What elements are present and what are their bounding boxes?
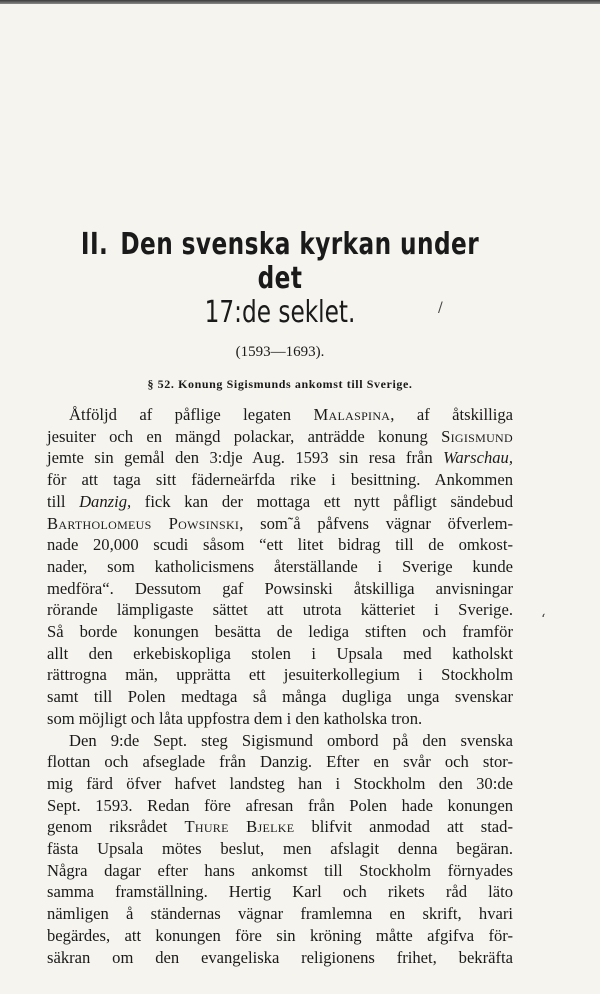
stray-pen-mark: /: [438, 300, 443, 316]
place-italic: Danzig,: [79, 491, 132, 511]
text-run: säkran om den evangeliska religionens frihet, bekräfta: [47, 947, 513, 967]
text-run: Så borde konungen besätta de lediga stiften och framför: [47, 622, 513, 642]
text-line: [47, 599, 513, 621]
text-line: [47, 947, 513, 969]
text-line: [47, 838, 513, 860]
text-line: [47, 578, 513, 600]
chapter-years: (1593—1693).: [235, 344, 325, 360]
chapter-number: II.: [80, 227, 109, 262]
text-run: jesuiter och en mängd polackar, anträdde konung: [47, 426, 442, 446]
text-run: allt den erkebiskopliga stolen i Upsala med katholskt: [47, 643, 513, 663]
text-run: genom riksrådet: [47, 817, 185, 837]
text-line: [47, 925, 513, 947]
text-run: samt till Polen medtaga så många dugliga unga svenskar: [47, 687, 513, 707]
text-line: [47, 621, 513, 643]
text-run: som möjligt och låta uppfostra dem i den katholska tron.: [47, 708, 423, 728]
text-line: [47, 447, 513, 469]
text-line: [47, 556, 513, 578]
chapter-title: [80, 228, 481, 296]
text-run: fästa Upsala mötes beslut, men afslagit denna begäran.: [47, 839, 513, 859]
text-run: Några dagar efter hans ankomst till Stockholm förnyades: [47, 860, 513, 880]
text-run: Åtföljd af påflige legaten: [69, 405, 314, 424]
text-run: , som˜å påfvens vägnar öfverlem-: [239, 513, 513, 533]
text-run: fick kan der mottaga ett nytt påfligt sändebud: [131, 491, 513, 511]
text-line: [47, 534, 513, 556]
text-run: flottan och afseglade från Danzig. Efter en svår och stor-: [47, 752, 513, 772]
text-line: [47, 469, 513, 491]
text-run: till: [47, 491, 80, 511]
text-line: [47, 751, 513, 773]
text-line: [47, 795, 513, 817]
text-line: [47, 664, 513, 686]
page-top-edge: [0, 0, 600, 4]
text-line: [47, 491, 513, 513]
margin-mark: ‘: [541, 612, 546, 628]
name-smallcaps: Thure Bjelke: [184, 817, 295, 837]
name-smallcaps: Sigismund: [441, 426, 513, 446]
text-run: blifvit anmodad att stad-: [294, 817, 513, 837]
text-run: rörande lämpligaste sättet att utrota kätteriet i Sverige.: [47, 600, 513, 620]
text-line: [47, 730, 513, 752]
text-run: , af åtskilliga: [390, 405, 513, 424]
text-line: [47, 903, 513, 925]
name-smallcaps: Bartholomeus Powsinski: [47, 513, 240, 533]
text-line: [47, 708, 513, 730]
text-run: rättrogna män, upprätta ett jesuiterkollegium i Stockholm: [47, 665, 513, 685]
text-run: för att taga sitt fäderneärfda rike i besittning. Ankommen: [47, 470, 513, 490]
text-line: [47, 686, 513, 708]
name-smallcaps: Malaspina: [313, 405, 391, 424]
section-heading: § 52. Konung Sigismunds ankomst till Sverige.: [147, 377, 413, 391]
text-run: nade 20,000 scudi såsom “ett litet bidrag till de omkost-: [47, 535, 513, 555]
body-text: [47, 404, 513, 968]
text-run: begärdes, att konungen före sin kröning måtte afgifva för-: [47, 925, 513, 945]
text-run: nader, som katholicismens återställande i Sverige kunde: [47, 556, 513, 576]
text-line: [47, 426, 513, 448]
text-line: [47, 513, 513, 535]
chapter-title-line2: 17:de seklet.: [204, 295, 356, 330]
text-run: samma framställning. Hertig Karl och rikets råd läto: [47, 882, 513, 902]
text-line: [47, 773, 513, 795]
book-page: [47, 228, 513, 968]
chapter-title-line1: Den svenska kyrkan under det: [120, 227, 480, 296]
text-line: [47, 860, 513, 882]
text-run: Den 9:de Sept. steg Sigismund ombord på den svenska: [69, 730, 513, 750]
text-run: medföra“. Dessutom gaf Powsinski åtskilliga anvisningar: [47, 578, 513, 598]
text-run: Sept. 1593. Redan före afresan från Polen hade konungen: [47, 795, 513, 815]
text-line: [47, 816, 513, 838]
text-run: nämligen å ständernas vägnar framlemna en skrift, hvari: [47, 904, 513, 924]
text-line: [47, 643, 513, 665]
text-line: [47, 881, 513, 903]
place-italic: Warschau,: [443, 448, 513, 468]
text-run: mig färd öfver hafvet landsteg han i Stockholm den 30:de: [47, 773, 513, 793]
text-line: [47, 404, 513, 426]
text-run: jemte sin gemål den 3:dje Aug. 1593 sin resa från: [47, 448, 444, 468]
